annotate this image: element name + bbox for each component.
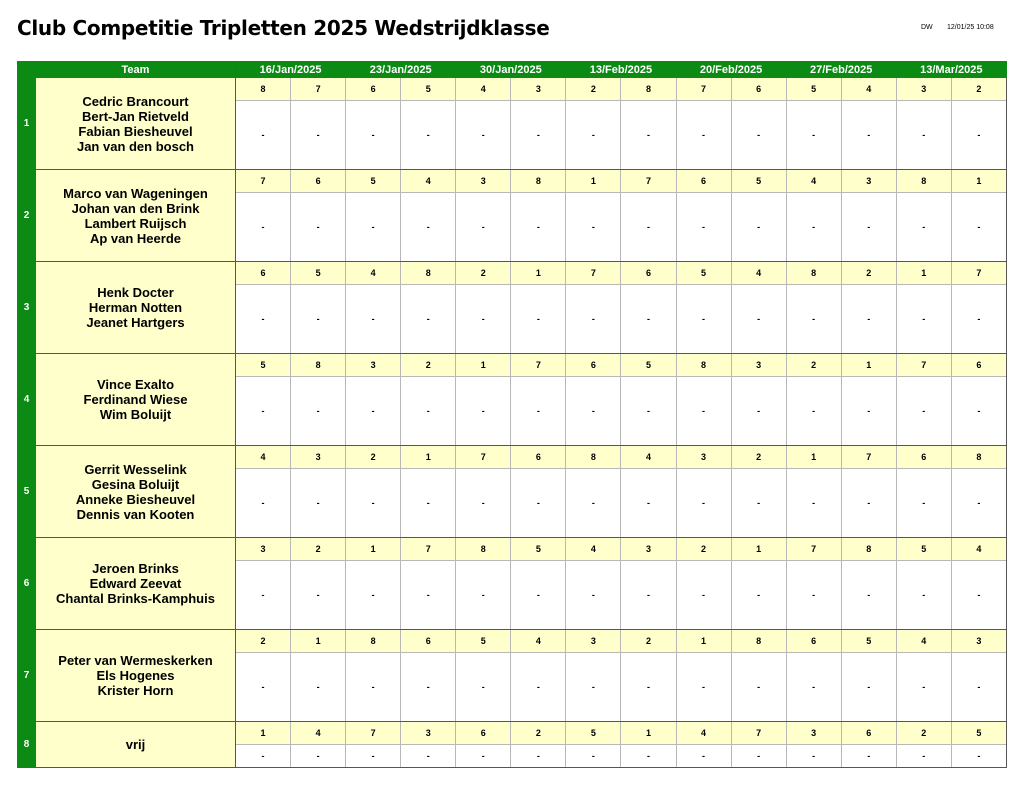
result-cell[interactable]: - xyxy=(786,561,841,630)
result-cell[interactable]: - xyxy=(841,101,896,170)
result-cell[interactable]: - xyxy=(676,745,731,768)
result-cell[interactable]: - xyxy=(896,653,951,722)
team-number: 5 xyxy=(18,446,36,538)
result-cell[interactable]: - xyxy=(731,469,786,538)
lane-number: 1 xyxy=(346,538,401,561)
result-cell[interactable]: - xyxy=(731,193,786,262)
result-cell[interactable]: - xyxy=(896,285,951,354)
result-cell[interactable]: - xyxy=(621,101,676,170)
result-cell[interactable]: - xyxy=(346,285,401,354)
lane-number: 1 xyxy=(566,170,621,193)
lane-number: 8 xyxy=(346,630,401,653)
lane-number: 8 xyxy=(841,538,896,561)
result-cell[interactable]: - xyxy=(401,653,456,722)
lane-number: 5 xyxy=(401,78,456,101)
lane-number: 6 xyxy=(676,170,731,193)
result-cell[interactable]: - xyxy=(291,561,346,630)
result-cell[interactable]: - xyxy=(291,285,346,354)
team-players xyxy=(36,170,236,262)
lane-number: 1 xyxy=(456,354,511,377)
result-cell[interactable]: - xyxy=(291,377,346,446)
lane-number: 3 xyxy=(236,538,291,561)
player-name: Peter van Wermeskerken xyxy=(58,653,213,668)
lane-row xyxy=(18,538,1007,561)
lane-number: 1 xyxy=(621,722,676,745)
lane-row xyxy=(18,630,1007,653)
result-cell[interactable]: - xyxy=(951,745,1006,768)
lane-number: 5 xyxy=(566,722,621,745)
lane-number: 7 xyxy=(566,262,621,285)
lane-number: 3 xyxy=(511,78,566,101)
lane-number: 7 xyxy=(511,354,566,377)
player-name: Els Hogenes xyxy=(96,668,175,683)
result-cell[interactable]: - xyxy=(786,469,841,538)
result-cell[interactable]: - xyxy=(621,561,676,630)
result-cell[interactable]: - xyxy=(676,193,731,262)
team-number: 2 xyxy=(18,170,36,262)
lane-number: 6 xyxy=(896,446,951,469)
result-cell[interactable]: - xyxy=(456,469,511,538)
result-cell[interactable]: - xyxy=(401,193,456,262)
lane-number: 2 xyxy=(401,354,456,377)
result-cell[interactable]: - xyxy=(786,193,841,262)
lane-number: 8 xyxy=(786,262,841,285)
lane-number: 3 xyxy=(951,630,1006,653)
lane-number: 8 xyxy=(456,538,511,561)
lane-number: 2 xyxy=(346,446,401,469)
result-cell[interactable]: - xyxy=(731,653,786,722)
result-cell[interactable]: - xyxy=(621,745,676,768)
lane-number: 6 xyxy=(621,262,676,285)
lane-number: 2 xyxy=(951,78,1006,101)
result-cell[interactable]: - xyxy=(401,285,456,354)
lane-number: 8 xyxy=(511,170,566,193)
team-column-header: Team xyxy=(36,62,236,78)
player-name: Johan van den Brink xyxy=(71,200,200,216)
lane-number: 3 xyxy=(786,722,841,745)
player-name: Ferdinand Wiese xyxy=(83,392,188,407)
lane-number: 7 xyxy=(401,538,456,561)
lane-number: 4 xyxy=(786,170,841,193)
result-cell[interactable]: - xyxy=(731,101,786,170)
lane-number: 4 xyxy=(401,170,456,193)
lane-number: 8 xyxy=(731,630,786,653)
lane-number: 4 xyxy=(731,262,786,285)
lane-number: 3 xyxy=(896,78,951,101)
result-cell[interactable]: - xyxy=(951,469,1006,538)
lane-number: 4 xyxy=(346,262,401,285)
result-cell[interactable]: - xyxy=(236,285,291,354)
result-cell[interactable]: - xyxy=(896,469,951,538)
lane-number: 6 xyxy=(456,722,511,745)
lane-number: 5 xyxy=(291,262,346,285)
lane-number: 3 xyxy=(676,446,731,469)
result-cell[interactable]: - xyxy=(951,285,1006,354)
player-name: Anneke Biesheuvel xyxy=(75,491,196,507)
lane-number: 8 xyxy=(676,354,731,377)
lane-number: 2 xyxy=(236,630,291,653)
result-cell[interactable]: - xyxy=(841,377,896,446)
team-number: 7 xyxy=(18,630,36,722)
result-cell[interactable]: - xyxy=(511,561,566,630)
lane-number: 5 xyxy=(896,538,951,561)
lane-number: 5 xyxy=(456,630,511,653)
result-cell[interactable]: - xyxy=(566,469,621,538)
lane-number: 2 xyxy=(566,78,621,101)
team-players xyxy=(36,538,236,630)
result-cell[interactable]: - xyxy=(786,745,841,768)
team-players xyxy=(36,78,236,170)
result-cell[interactable]: - xyxy=(621,469,676,538)
result-cell[interactable]: - xyxy=(346,193,401,262)
date-column-header: 13/Mar/2025 xyxy=(896,62,1006,78)
lane-number: 2 xyxy=(676,538,731,561)
result-cell[interactable]: - xyxy=(456,193,511,262)
result-cell[interactable]: - xyxy=(511,653,566,722)
player-name: Chantal Brinks-Kamphuis xyxy=(56,591,215,606)
result-cell[interactable]: - xyxy=(841,561,896,630)
result-cell[interactable]: - xyxy=(236,745,291,768)
lane-number: 6 xyxy=(786,630,841,653)
date-column-header: 13/Feb/2025 xyxy=(566,62,676,78)
lane-number: 5 xyxy=(236,354,291,377)
result-cell[interactable]: - xyxy=(346,653,401,722)
lane-number: 7 xyxy=(841,446,896,469)
date-column-header: 20/Feb/2025 xyxy=(676,62,786,78)
result-cell[interactable]: - xyxy=(731,285,786,354)
schedule-table xyxy=(17,61,1007,768)
result-cell[interactable]: - xyxy=(951,193,1006,262)
team-number: 8 xyxy=(18,722,36,768)
lane-number: 1 xyxy=(236,722,291,745)
result-cell[interactable]: - xyxy=(676,653,731,722)
result-cell[interactable]: - xyxy=(566,285,621,354)
schedule-body xyxy=(18,78,1007,768)
result-cell[interactable]: - xyxy=(566,193,621,262)
lane-number: 6 xyxy=(346,78,401,101)
lane-number: 3 xyxy=(346,354,401,377)
lane-number: 1 xyxy=(896,262,951,285)
player-name: Jeanet Hartgers xyxy=(86,315,185,330)
lane-number: 7 xyxy=(896,354,951,377)
lane-number: 7 xyxy=(951,262,1006,285)
team-players xyxy=(36,354,236,446)
result-cell[interactable]: - xyxy=(511,469,566,538)
date-column-header: 23/Jan/2025 xyxy=(346,62,456,78)
lane-number: 6 xyxy=(841,722,896,745)
result-cell[interactable]: - xyxy=(896,377,951,446)
lane-number: 5 xyxy=(841,630,896,653)
lane-number: 5 xyxy=(731,170,786,193)
player-name: Marco van Wageningen xyxy=(63,185,208,201)
team-players xyxy=(36,722,236,768)
result-cell[interactable]: - xyxy=(401,377,456,446)
result-cell[interactable]: - xyxy=(786,285,841,354)
lane-number: 4 xyxy=(291,722,346,745)
lane-number: 1 xyxy=(841,354,896,377)
result-cell[interactable]: - xyxy=(236,469,291,538)
team-number: 1 xyxy=(18,78,36,170)
team-players xyxy=(36,630,236,722)
result-cell[interactable]: - xyxy=(456,377,511,446)
lane-row xyxy=(18,78,1007,101)
lane-number: 3 xyxy=(456,170,511,193)
date-column-header: 30/Jan/2025 xyxy=(456,62,566,78)
result-cell[interactable]: - xyxy=(456,101,511,170)
team-players xyxy=(36,446,236,538)
result-cell[interactable]: - xyxy=(346,101,401,170)
result-cell[interactable]: - xyxy=(346,469,401,538)
lane-number: 8 xyxy=(896,170,951,193)
result-cell[interactable]: - xyxy=(951,653,1006,722)
player-name: Fabian Biesheuvel xyxy=(78,123,193,139)
result-cell[interactable]: - xyxy=(786,101,841,170)
lane-number: 3 xyxy=(731,354,786,377)
player-name: Jeroen Brinks xyxy=(92,561,179,576)
lane-number: 4 xyxy=(621,446,676,469)
page-title: Club Competitie Tripletten 2025 Wedstrijdklasse xyxy=(17,16,550,40)
lane-number: 1 xyxy=(676,630,731,653)
result-cell[interactable]: - xyxy=(621,653,676,722)
result-cell[interactable]: - xyxy=(676,561,731,630)
result-cell[interactable]: - xyxy=(841,745,896,768)
lane-number: 8 xyxy=(951,446,1006,469)
lane-number: 3 xyxy=(401,722,456,745)
result-cell[interactable]: - xyxy=(511,745,566,768)
lane-number: 4 xyxy=(676,722,731,745)
lane-number: 3 xyxy=(566,630,621,653)
lane-number: 2 xyxy=(786,354,841,377)
lane-number: 6 xyxy=(951,354,1006,377)
result-cell[interactable]: - xyxy=(621,285,676,354)
lane-number: 2 xyxy=(621,630,676,653)
lane-number: 4 xyxy=(951,538,1006,561)
player-name: Cedric Brancourt xyxy=(82,93,189,109)
result-cell[interactable]: - xyxy=(731,745,786,768)
lane-number: 2 xyxy=(841,262,896,285)
lane-number: 5 xyxy=(676,262,731,285)
player-name: vrij xyxy=(125,737,146,752)
lane-number: 5 xyxy=(511,538,566,561)
lane-number: 2 xyxy=(456,262,511,285)
lane-number: 2 xyxy=(291,538,346,561)
lane-number: 5 xyxy=(346,170,401,193)
team-number: 6 xyxy=(18,538,36,630)
lane-number: 6 xyxy=(566,354,621,377)
date-column-header: 16/Jan/2025 xyxy=(236,62,346,78)
lane-number: 3 xyxy=(621,538,676,561)
result-cell[interactable]: - xyxy=(291,469,346,538)
player-name: Edward Zeevat xyxy=(89,576,182,591)
result-cell[interactable]: - xyxy=(401,101,456,170)
result-cell[interactable]: - xyxy=(401,561,456,630)
result-cell[interactable]: - xyxy=(456,653,511,722)
result-cell[interactable]: - xyxy=(346,745,401,768)
lane-number: 8 xyxy=(236,78,291,101)
player-name: Gesina Boluijt xyxy=(91,476,180,492)
lane-number: 4 xyxy=(566,538,621,561)
result-cell[interactable]: - xyxy=(566,101,621,170)
lane-row xyxy=(18,446,1007,469)
lane-number: 2 xyxy=(731,446,786,469)
result-cell[interactable]: - xyxy=(786,653,841,722)
lane-number: 8 xyxy=(566,446,621,469)
result-cell[interactable]: - xyxy=(236,193,291,262)
result-cell[interactable]: - xyxy=(291,745,346,768)
result-cell[interactable]: - xyxy=(511,193,566,262)
header-corner xyxy=(18,62,36,78)
result-cell[interactable]: - xyxy=(786,377,841,446)
player-name: Henk Docter xyxy=(97,285,174,300)
lane-number: 4 xyxy=(456,78,511,101)
lane-number: 8 xyxy=(291,354,346,377)
lane-number: 1 xyxy=(951,170,1006,193)
lane-number: 8 xyxy=(621,78,676,101)
lane-number: 7 xyxy=(456,446,511,469)
result-cell[interactable]: - xyxy=(841,285,896,354)
result-cell[interactable]: - xyxy=(896,101,951,170)
lane-number: 2 xyxy=(896,722,951,745)
lane-number: 5 xyxy=(951,722,1006,745)
result-cell[interactable]: - xyxy=(731,561,786,630)
result-cell[interactable]: - xyxy=(346,561,401,630)
player-name: Bert-Jan Rietveld xyxy=(82,108,189,124)
team-number: 4 xyxy=(18,354,36,446)
lane-row xyxy=(18,722,1007,745)
result-cell[interactable]: - xyxy=(951,377,1006,446)
lane-number: 7 xyxy=(346,722,401,745)
player-name: Dennis van Kooten xyxy=(76,506,195,522)
author-initials: DW xyxy=(921,24,933,31)
lane-number: 8 xyxy=(401,262,456,285)
player-name: Vince Exalto xyxy=(96,377,175,392)
lane-number: 7 xyxy=(786,538,841,561)
lane-number: 1 xyxy=(401,446,456,469)
result-cell[interactable]: - xyxy=(841,469,896,538)
lane-number: 7 xyxy=(621,170,676,193)
result-cell[interactable]: - xyxy=(676,377,731,446)
player-name: Herman Notten xyxy=(88,300,183,315)
lane-number: 6 xyxy=(291,170,346,193)
date-column-header: 27/Feb/2025 xyxy=(786,62,896,78)
result-cell[interactable]: - xyxy=(401,469,456,538)
result-cell[interactable]: - xyxy=(291,653,346,722)
lane-number: 4 xyxy=(841,78,896,101)
result-cell[interactable]: - xyxy=(841,193,896,262)
lane-number: 4 xyxy=(236,446,291,469)
player-name: Wim Boluijt xyxy=(99,407,172,422)
result-cell[interactable]: - xyxy=(951,561,1006,630)
lane-number: 2 xyxy=(511,722,566,745)
result-cell[interactable]: - xyxy=(676,101,731,170)
result-cell[interactable]: - xyxy=(291,193,346,262)
result-cell[interactable]: - xyxy=(731,377,786,446)
player-name: Jan van den bosch xyxy=(76,138,195,154)
player-name: Krister Horn xyxy=(97,683,174,698)
lane-number: 1 xyxy=(511,262,566,285)
lane-number: 5 xyxy=(621,354,676,377)
result-cell[interactable]: - xyxy=(566,561,621,630)
lane-row xyxy=(18,262,1007,285)
result-cell[interactable]: - xyxy=(236,377,291,446)
result-cell[interactable]: - xyxy=(346,377,401,446)
result-cell[interactable]: - xyxy=(236,653,291,722)
result-cell[interactable]: - xyxy=(511,101,566,170)
lane-number: 3 xyxy=(841,170,896,193)
result-cell[interactable]: - xyxy=(621,193,676,262)
team-players xyxy=(36,262,236,354)
result-cell[interactable]: - xyxy=(456,285,511,354)
result-cell[interactable]: - xyxy=(896,193,951,262)
result-cell[interactable]: - xyxy=(896,561,951,630)
lane-number: 1 xyxy=(786,446,841,469)
lane-number: 1 xyxy=(731,538,786,561)
lane-number: 7 xyxy=(676,78,731,101)
result-cell[interactable]: - xyxy=(676,469,731,538)
result-cell[interactable]: - xyxy=(291,101,346,170)
result-cell[interactable]: - xyxy=(511,377,566,446)
lane-number: 1 xyxy=(291,630,346,653)
lane-number: 6 xyxy=(401,630,456,653)
lane-number: 6 xyxy=(236,262,291,285)
result-cell[interactable]: - xyxy=(456,745,511,768)
result-cell[interactable]: - xyxy=(401,745,456,768)
lane-row xyxy=(18,170,1007,193)
result-cell[interactable]: - xyxy=(841,653,896,722)
result-cell[interactable]: - xyxy=(621,377,676,446)
team-number: 3 xyxy=(18,262,36,354)
lane-number: 6 xyxy=(511,446,566,469)
result-cell[interactable]: - xyxy=(566,653,621,722)
result-cell[interactable]: - xyxy=(456,561,511,630)
lane-number: 6 xyxy=(731,78,786,101)
result-cell[interactable]: - xyxy=(566,745,621,768)
player-name: Lambert Ruijsch xyxy=(84,215,187,231)
header-row xyxy=(18,62,1007,78)
result-cell[interactable]: - xyxy=(676,285,731,354)
result-cell[interactable]: - xyxy=(951,101,1006,170)
result-cell[interactable]: - xyxy=(896,745,951,768)
lane-number: 3 xyxy=(291,446,346,469)
result-cell[interactable]: - xyxy=(236,561,291,630)
result-cell[interactable]: - xyxy=(566,377,621,446)
lane-number: 7 xyxy=(731,722,786,745)
lane-number: 4 xyxy=(511,630,566,653)
result-cell[interactable]: - xyxy=(236,101,291,170)
player-name: Gerrit Wesselink xyxy=(84,461,187,477)
lane-row xyxy=(18,354,1007,377)
lane-number: 7 xyxy=(291,78,346,101)
player-name: Ap van Heerde xyxy=(89,230,182,246)
lane-number: 4 xyxy=(896,630,951,653)
lane-number: 7 xyxy=(236,170,291,193)
result-cell[interactable]: - xyxy=(511,285,566,354)
lane-number: 5 xyxy=(786,78,841,101)
print-timestamp: 12/01/25 10:08 xyxy=(947,24,994,31)
